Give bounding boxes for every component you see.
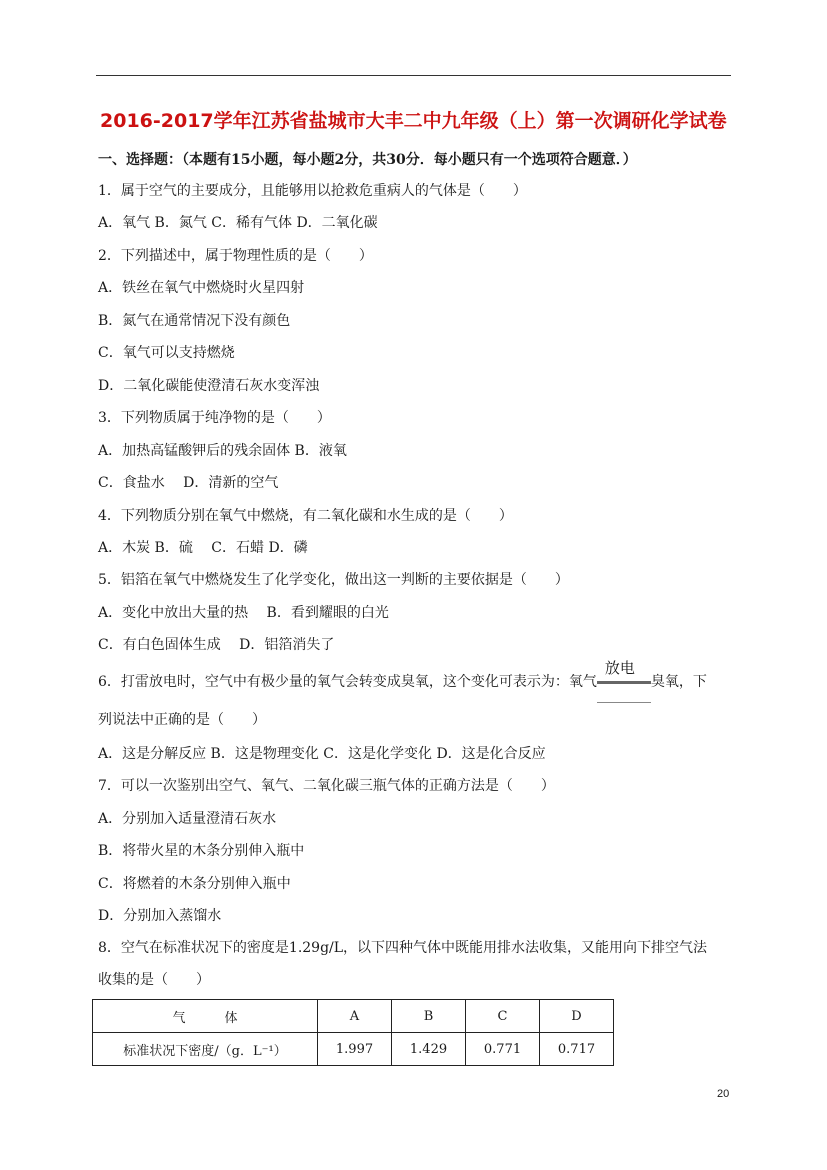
table-cell: 1.997	[318, 1033, 392, 1066]
question-8-line2: 收集的是（ ）	[98, 972, 210, 988]
table-row	[93, 1033, 614, 1066]
table-header-cell: C	[466, 1000, 540, 1033]
reaction-arrow-underline	[597, 702, 651, 703]
question-2-option-d: D．二氧化碳能使澄清石灰水变浑浊	[98, 378, 320, 394]
section-heading: 一、选择题：（本题有15小题，每小题2分，共30分．每小题只有一个选项符合题意．）	[98, 152, 637, 168]
question-3-options-cd: C．食盐水 D．清新的空气	[98, 475, 279, 491]
question-5-options-ab: A．变化中放出大量的热 B．看到耀眼的白光	[98, 605, 389, 621]
table-header-cell: D	[540, 1000, 614, 1033]
header-rule	[96, 75, 731, 76]
question-7-option-a: A．分别加入适量澄清石灰水	[98, 811, 277, 827]
question-7: 7．可以一次鉴别出空气、氧气、二氧化碳三瓶气体的正确方法是（ ）	[98, 778, 555, 794]
table-header-cell: A	[318, 1000, 392, 1033]
table-header-cell: 气 体	[93, 1000, 318, 1033]
question-5-options-cd: C．有白色固体生成 D．铝箔消失了	[98, 637, 335, 653]
question-5: 5．铝箔在氧气中燃烧发生了化学变化，做出这一判断的主要依据是（ ）	[98, 572, 569, 588]
question-4-options: A．木炭 B．硫 C．石蜡 D．磷	[98, 540, 308, 556]
table-header-row	[93, 1000, 614, 1033]
table-header-cell: B	[392, 1000, 466, 1033]
reaction-condition-label: 放电	[604, 659, 635, 677]
table-cell: 1.429	[392, 1033, 466, 1066]
question-6-text-end: 臭氧，下	[650, 674, 707, 690]
question-1-options: A．氧气 B．氮气 C．稀有气体 D．二氧化碳	[98, 215, 378, 231]
question-6-line2: 列说法中正确的是（ ）	[98, 712, 266, 728]
question-7-option-d: D．分别加入蒸馏水	[98, 908, 222, 924]
question-6	[98, 659, 707, 692]
page-title: 2016-2017学年江苏省盐城市大丰二中九年级（上）第一次调研化学试卷	[100, 110, 727, 132]
question-2-option-c: C．氧气可以支持燃烧	[98, 345, 235, 361]
question-8: 8．空气在标准状况下的密度是1.29g/L，以下四种气体中既能用排水法收集，又能用向下排空气法	[98, 940, 708, 956]
question-3-options-ab: A．加热高锰酸钾后的残余固体 B．液氧	[98, 443, 347, 459]
question-6-text: 6．打雷放电时，空气中有极少量的氧气会转变成臭氧，这个变化可表示为：氧气	[98, 674, 597, 690]
question-2-option-b: B．氮气在通常情况下没有颜色	[98, 313, 291, 329]
question-2-option-a: A．铁丝在氧气中燃烧时火星四射	[98, 280, 305, 296]
question-4: 4．下列物质分别在氧气中燃烧，有二氧化碳和水生成的是（ ）	[98, 508, 513, 524]
question-6-options: A．这是分解反应 B．这是物理变化 C．这是化学变化 D．这是化合反应	[98, 746, 546, 762]
table-cell: 0.771	[466, 1033, 540, 1066]
reaction-arrow-bar	[597, 681, 651, 684]
reaction-arrow	[597, 659, 651, 692]
question-1: 1．属于空气的主要成分，且能够用以抢救危重病人的气体是（ ）	[98, 183, 527, 199]
density-table	[92, 999, 614, 1066]
page-number: 20	[717, 1088, 730, 1100]
table-cell: 标准状况下密度/（g．L⁻¹）	[93, 1033, 318, 1066]
question-2: 2．下列描述中，属于物理性质的是（ ）	[98, 248, 373, 264]
question-7-option-b: B．将带火星的木条分别伸入瓶中	[98, 843, 305, 859]
question-7-option-c: C．将燃着的木条分别伸入瓶中	[98, 876, 291, 892]
table-cell: 0.717	[540, 1033, 614, 1066]
question-3: 3．下列物质属于纯净物的是（ ）	[98, 410, 331, 426]
